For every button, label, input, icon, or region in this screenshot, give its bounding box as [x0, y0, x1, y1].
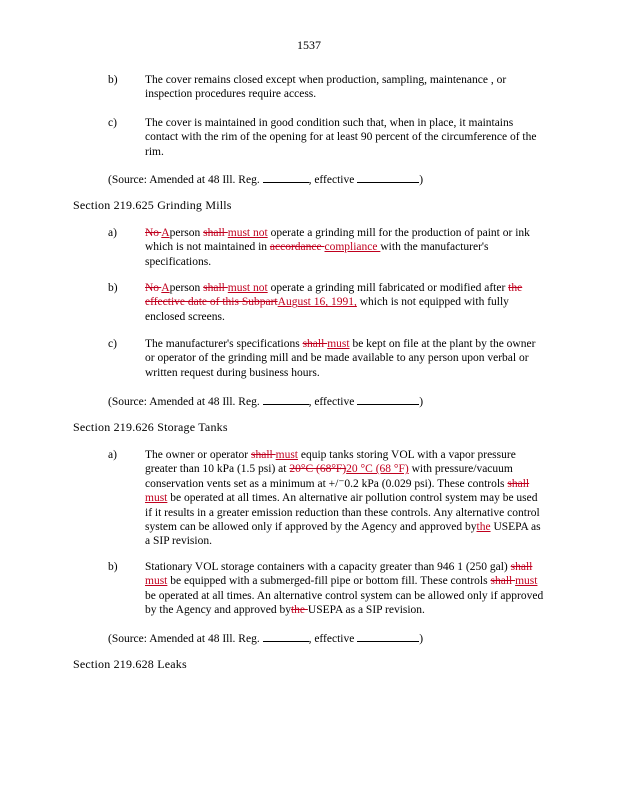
item-text: No Aperson shall must not operate a grinding mill fabricated or modified after the effective date of this SubpartAugust 16, 1991, which is not equipped with fully enclosed screens. [145, 282, 523, 323]
item-text: Stationary VOL storage containers with a capacity greater than 946 1 (250 gal) shall must be equipped with a submerged-fill pipe or bottom fill. These controls shall must be operated at all times. An alternative control system can be allowed only if approved by the Agency and approved bythe USEPA as a SIP revision. [145, 561, 544, 617]
list-item [108, 226, 548, 270]
item-label: a) [108, 227, 117, 239]
list-item [108, 73, 548, 103]
page-number: 1537 [297, 38, 321, 52]
source-note: (Source: Amended at 48 Ill. Reg. , effective ) [108, 393, 423, 409]
source-note: (Source: Amended at 48 Ill. Reg. , effective ) [108, 171, 423, 187]
item-text: No Aperson shall must not operate a grinding mill for the production of paint or ink which is not maintained in accordance compliance with the manufacturer's specifications. [145, 227, 530, 268]
item-label: b) [108, 74, 118, 86]
list-item [108, 116, 548, 160]
list-item [108, 560, 548, 618]
item-text: The cover is maintained in good condition such that, when in place, it maintains contact with the rim of the opening for at least 90 percent of the circumference of the rim. [145, 117, 537, 158]
source-note: (Source: Amended at 48 Ill. Reg. , effective ) [108, 630, 423, 646]
list-item [108, 337, 548, 381]
item-text: The cover remains closed except when production, sampling, maintenance , or inspection procedures require access. [145, 74, 507, 101]
section-heading: Section 219.625 Grinding Mills [73, 198, 232, 212]
item-label: a) [108, 449, 117, 461]
item-label: b) [108, 282, 118, 294]
list-item [108, 281, 548, 325]
item-label: b) [108, 561, 118, 573]
section-heading: Section 219.628 Leaks [73, 657, 187, 671]
section-heading: Section 219.626 Storage Tanks [73, 420, 228, 434]
item-label: c) [108, 338, 117, 350]
item-text: The manufacturer's specifications shall must be kept on file at the plant by the owner or operator of the grinding mill and be made available to any person upon verbal or written request during business hours. [145, 338, 536, 379]
item-text: The owner or operator shall must equip tanks storing VOL with a vapor pressure greater than 10 kPa (1.5 psi) at 20°C (68°F)20 °C (68 °F) with pressure/vacuum conservation vents set as a minimum at +/⁻0.2 kPa (0.029 psi). These controls shall must be operated at all times. An alternative air pollution control system may be used if it results in a greater emission reduction than these controls. Any alternative control system can be allowed only if approved by the Agency and approved bythe USEPA as a SIP revision. [145, 449, 541, 548]
list-item [108, 448, 548, 548]
item-label: c) [108, 117, 117, 129]
